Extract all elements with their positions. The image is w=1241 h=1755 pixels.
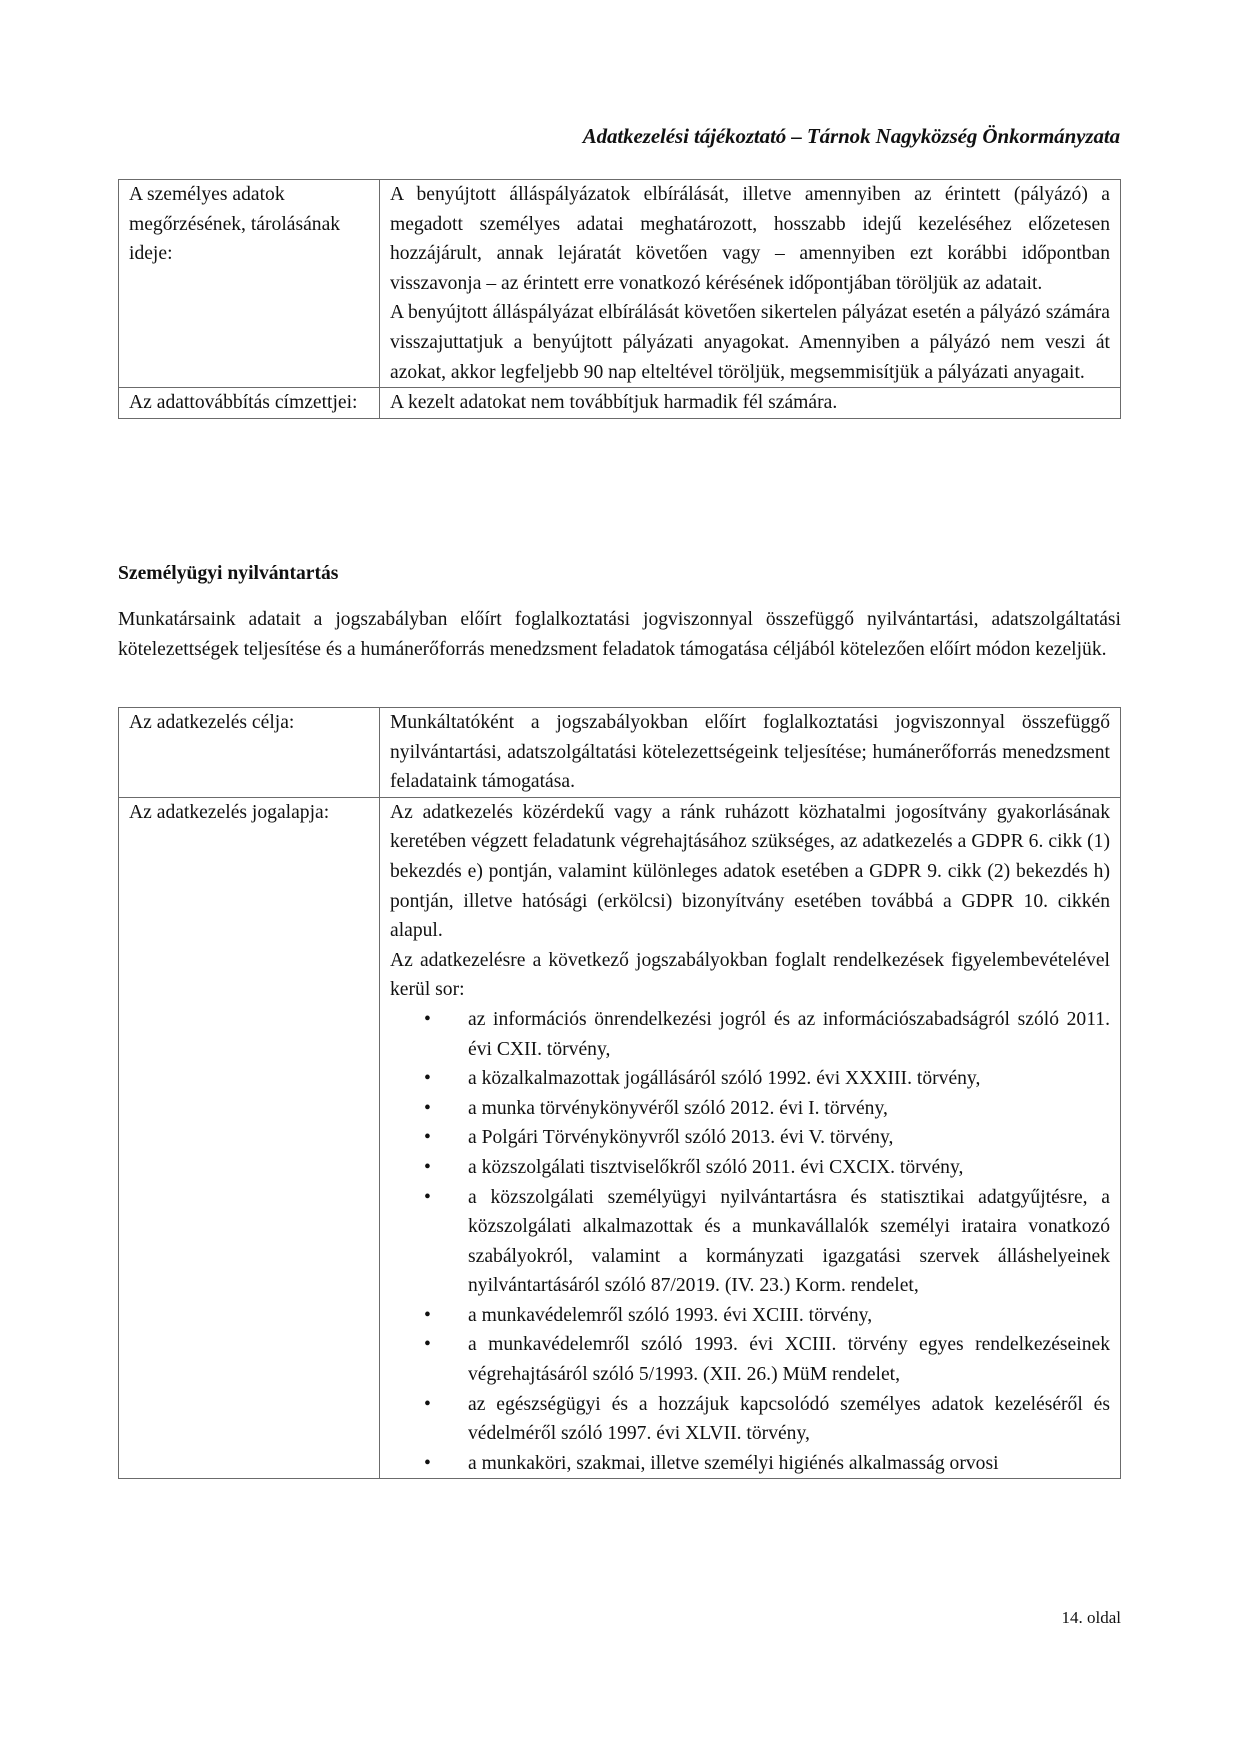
row-label: Az adatkezelés célja: — [119, 708, 380, 798]
law-text: az egészségügyi és a hozzájuk kapcsolódó személyes adatok kezeléséről és védelméről szóló 1997. évi XLVII. törvény, — [468, 1393, 1110, 1445]
bullet-icon: • — [424, 1127, 431, 1149]
bullet-icon: • — [424, 1452, 431, 1474]
paragraph: A kezelt adatokat nem továbbítjuk harmadik fél számára. — [390, 392, 838, 414]
law-text: a munkavédelemről szóló 1993. évi XCIII. törvény egyes rendelkezéseinek végrehajtásáról szóló 5/1993. (XII. 26.) MüM rendelet, — [468, 1334, 1110, 1386]
law-list-item — [390, 1301, 1110, 1331]
bullet-icon: • — [424, 1068, 431, 1090]
bullet-icon: • — [424, 1334, 431, 1356]
law-text: a Polgári Törvénykönyvről szóló 2013. évi V. törvény, — [468, 1127, 894, 1149]
table-row — [119, 708, 1121, 798]
row-label: A személyes adatok megőrzésének, tárolásának ideje: — [119, 180, 380, 388]
table-row — [119, 797, 1121, 1479]
document-header: Adatkezelési tájékoztató – Tárnok Nagyközség Önkormányzata — [582, 124, 1120, 148]
law-list-item — [390, 1390, 1110, 1449]
row-value — [380, 797, 1121, 1479]
law-list-item — [390, 1064, 1110, 1094]
bullet-icon: • — [424, 1186, 431, 1208]
paragraph: A benyújtott álláspályázatok elbírálását, illetve amennyiben az érintett (pályázó) a megadott személyes adatai meghatározott, hosszabb idejű kezeléséhez előzetesen hozzájárult, annak lejáratát követően vagy – amennyiben ezt korábbi időpontban visszavonja – az érintett erre vonatkozó kérésének időpontjában töröljük az adatait. — [390, 184, 1110, 294]
bullet-icon: • — [424, 1097, 431, 1119]
law-text: az információs önrendelkezési jogról és az információszabadságról szóló 2011. évi CXII. törvény, — [468, 1008, 1110, 1060]
row-value — [380, 180, 1121, 388]
section-title: Személyügyi nyilvántartás — [118, 563, 339, 584]
bullet-icon: • — [424, 1304, 431, 1326]
law-list-item — [390, 1094, 1110, 1124]
bullet-icon: • — [424, 1156, 431, 1178]
page-number: 14. oldal — [1061, 1608, 1121, 1627]
row-label: Az adatkezelés jogalapja: — [119, 797, 380, 1479]
row-value — [380, 388, 1121, 419]
table-row — [119, 388, 1121, 419]
law-list-item — [390, 1183, 1110, 1301]
law-list-item — [390, 1330, 1110, 1389]
bullet-icon: • — [424, 1393, 431, 1415]
law-list — [390, 1005, 1110, 1479]
law-text: a közalkalmazottak jogállásáról szóló 1992. évi XXXIII. törvény, — [468, 1068, 981, 1090]
law-text: a közszolgálati tisztviselőkről szóló 2011. évi CXCIX. törvény, — [468, 1156, 964, 1178]
law-list-item — [390, 1123, 1110, 1153]
law-list-item — [390, 1153, 1110, 1183]
row-value: Munkáltatóként a jogszabályokban előírt foglalkoztatási jogviszonnyal összefüggő nyilvántartási, adatszolgáltatási kötelezettségeink teljesítése; humánerőforrás menedzsment feladataink támogatása. — [380, 708, 1121, 798]
paragraph: Az adatkezelés közérdekű vagy a ránk ruházott közhatalmi jogosítvány gyakorlásának keretében végzett feladatunk végrehajtásához szükséges, az adatkezelés a GDPR 6. cikk (1) bekezdés e) pontján, valamint különleges adatok esetében a GDPR 9. cikk (2) bekezdés h) pontján, illetve hatósági (erkölcsi) bizonyítvány esetében továbbá a GDPR 10. cikkén alapul. — [390, 801, 1110, 942]
paragraph: A benyújtott álláspályázat elbírálását követően sikertelen pályázat esetén a pályázó számára visszajuttatjuk a benyújtott pályázati anyagokat. Amennyiben a pályázó nem veszi át azokat, akkor legfeljebb 90 nap elteltével töröljük, megsemmisítjük a pályázati anyagait. — [390, 302, 1110, 383]
law-text: a munka törvénykönyvéről szóló 2012. évi I. törvény, — [468, 1097, 888, 1119]
retention-table — [118, 179, 1121, 419]
personnel-records-table — [118, 707, 1121, 1479]
row-label: Az adattovábbítás címzettjei: — [119, 388, 380, 419]
law-text: a közszolgálati személyügyi nyilvántartásra és statisztikai adatgyűjtésre, a közszolgálati alkalmazottak és a munkavállalók személyi irataira vonatkozó szabályokról, valamint a kormányzati igazgatási szervek álláshelyeinek nyilvántartásáról szóló 87/2019. (IV. 23.) Korm. rendelet, — [468, 1186, 1110, 1297]
paragraph: Az adatkezelésre a következő jogszabályokban foglalt rendelkezések figyelembevételével kerül sor: — [390, 949, 1110, 1001]
table-row — [119, 180, 1121, 388]
law-list-item — [390, 1449, 1110, 1479]
section-intro: Munkatársaink adatait a jogszabályban előírt foglalkoztatási jogviszonnyal összefüggő nyilvántartási, adatszolgáltatási kötelezettségek teljesítése és a humánerőforrás menedzsment feladatok támogatása céljából kötelezően előírt módon kezeljük. — [118, 609, 1121, 660]
law-text: a munkaköri, szakmai, illetve személyi higiénés alkalmasság orvosi — [468, 1452, 999, 1474]
law-list-item — [390, 1005, 1110, 1064]
bullet-icon: • — [424, 1008, 431, 1030]
law-text: a munkavédelemről szóló 1993. évi XCIII. törvény, — [468, 1304, 873, 1326]
